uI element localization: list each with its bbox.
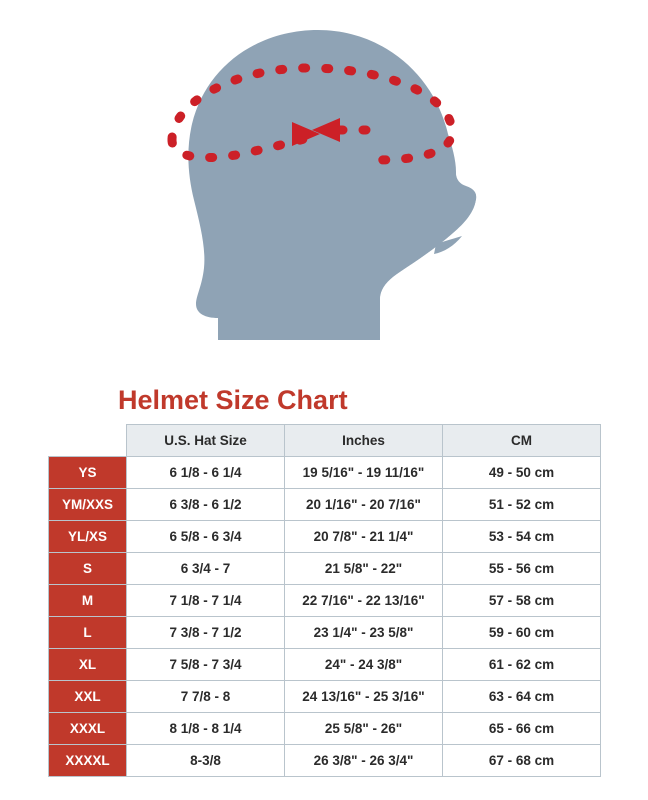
table-header-row (49, 425, 601, 457)
cm-cell: 63 - 64 cm (443, 681, 601, 713)
cm-cell: 57 - 58 cm (443, 585, 601, 617)
size-label: L (49, 617, 127, 649)
inches-cell: 23 1/4" - 23 5/8" (285, 617, 443, 649)
hat-size-cell: 7 3/8 - 7 1/2 (127, 617, 285, 649)
table-row (49, 681, 601, 713)
size-label: YL/XS (49, 521, 127, 553)
cm-cell: 49 - 50 cm (443, 457, 601, 489)
size-label: XXL (49, 681, 127, 713)
column-header-cm: CM (443, 425, 601, 457)
size-label: S (49, 553, 127, 585)
hat-size-cell: 6 1/8 - 6 1/4 (127, 457, 285, 489)
size-label: YS (49, 457, 127, 489)
table-row (49, 553, 601, 585)
table-row (49, 617, 601, 649)
table-row (49, 457, 601, 489)
table-row (49, 585, 601, 617)
inches-cell: 24 13/16" - 25 3/16" (285, 681, 443, 713)
inches-cell: 25 5/8" - 26" (285, 713, 443, 745)
table-row (49, 649, 601, 681)
table-row (49, 745, 601, 777)
inches-cell: 24" - 24 3/8" (285, 649, 443, 681)
head-measurement-illustration (0, 0, 648, 360)
hat-size-cell: 8 1/8 - 8 1/4 (127, 713, 285, 745)
column-header-inches: Inches (285, 425, 443, 457)
inches-cell: 19 5/16" - 19 11/16" (285, 457, 443, 489)
size-chart-table-wrap (48, 424, 600, 777)
cm-cell: 67 - 68 cm (443, 745, 601, 777)
hat-size-cell: 6 5/8 - 6 3/4 (127, 521, 285, 553)
size-label: XXXL (49, 713, 127, 745)
hat-size-cell: 7 5/8 - 7 3/4 (127, 649, 285, 681)
table-row (49, 489, 601, 521)
size-label: XXXXL (49, 745, 127, 777)
size-label: M (49, 585, 127, 617)
size-chart-table (48, 424, 601, 777)
hat-size-cell: 7 1/8 - 7 1/4 (127, 585, 285, 617)
hat-size-cell: 6 3/8 - 6 1/2 (127, 489, 285, 521)
cm-cell: 59 - 60 cm (443, 617, 601, 649)
cm-cell: 53 - 54 cm (443, 521, 601, 553)
cm-cell: 61 - 62 cm (443, 649, 601, 681)
column-header-blank (49, 425, 127, 457)
cm-cell: 55 - 56 cm (443, 553, 601, 585)
inches-cell: 22 7/16" - 22 13/16" (285, 585, 443, 617)
size-label: XL (49, 649, 127, 681)
inches-cell: 21 5/8" - 22" (285, 553, 443, 585)
hat-size-cell: 8-3/8 (127, 745, 285, 777)
cm-cell: 51 - 52 cm (443, 489, 601, 521)
column-header-hat-size: U.S. Hat Size (127, 425, 285, 457)
table-row (49, 713, 601, 745)
size-label: YM/XXS (49, 489, 127, 521)
hat-size-cell: 7 7/8 - 8 (127, 681, 285, 713)
table-row (49, 521, 601, 553)
hat-size-cell: 6 3/4 - 7 (127, 553, 285, 585)
cm-cell: 65 - 66 cm (443, 713, 601, 745)
inches-cell: 20 1/16" - 20 7/16" (285, 489, 443, 521)
inches-cell: 26 3/8" - 26 3/4" (285, 745, 443, 777)
page-title: Helmet Size Chart (118, 385, 348, 415)
inches-cell: 20 7/8" - 21 1/4" (285, 521, 443, 553)
